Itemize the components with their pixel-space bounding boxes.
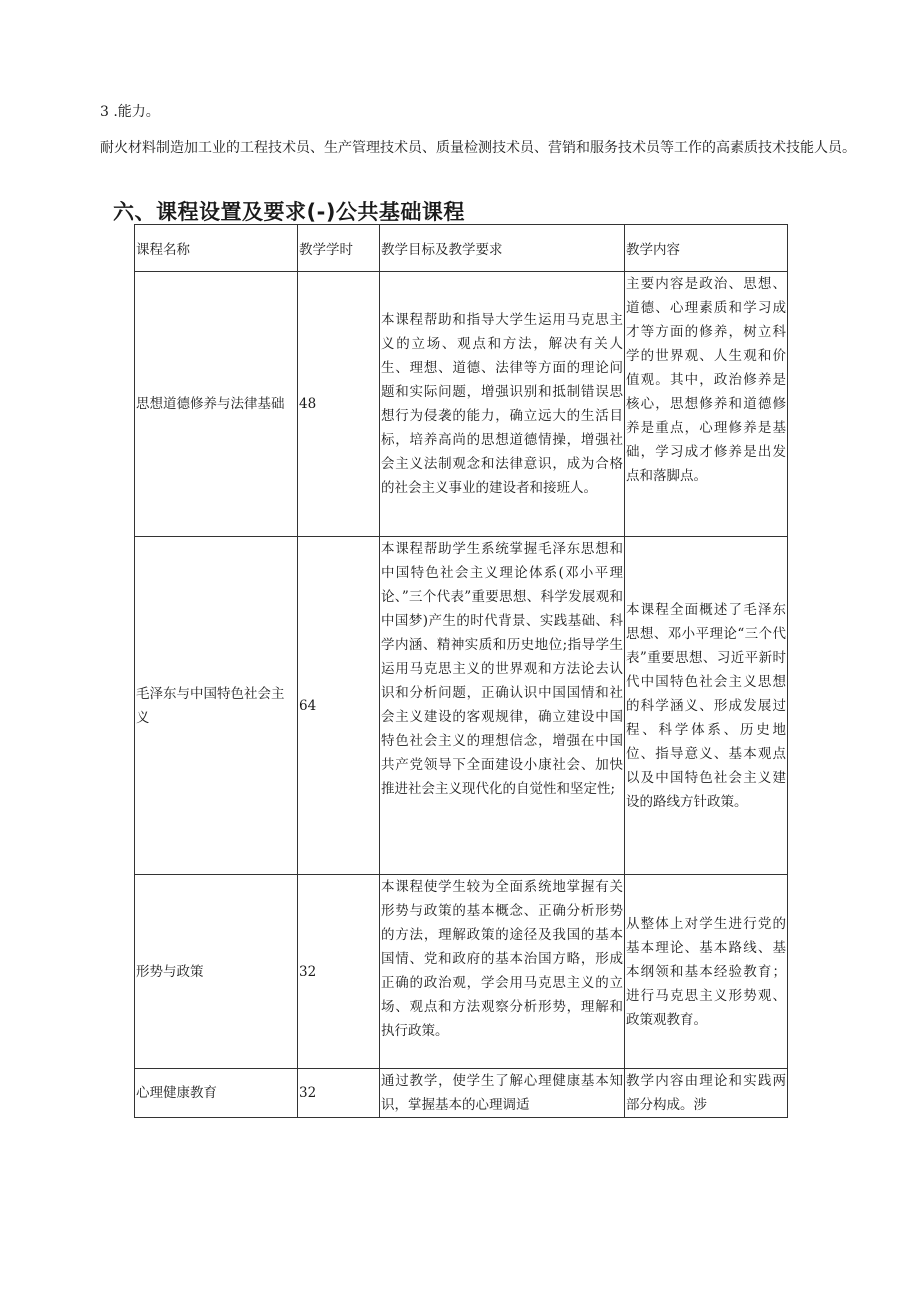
course-content: 从整体上对学生进行党的基本理论、基本路线、基本纲领和基本经验教育；进行马克思主义形势观、政策观教育。: [625, 875, 788, 1069]
table-row: [135, 1069, 788, 1118]
header-course-name: 课程名称: [135, 225, 298, 272]
course-hours: 48: [298, 272, 380, 537]
course-content: 教学内容由理论和实践两部分构成。涉: [626, 1073, 786, 1113]
table-row: [135, 537, 788, 875]
course-name: 形势与政策: [135, 875, 298, 1069]
header-hours: 教学学时: [298, 225, 380, 272]
course-goal: 本课程使学生较为全面系统地掌握有关形势与政策的基本概念、正确分析形势的方法，理解政策的途径及我国的基本国情、党和政府的基本治国方略，形成正确的政治观，学会用马克思主义的立场、观点和方法观察分析形势，理解和执行政策。: [380, 875, 625, 1069]
header-content: 教学内容: [625, 225, 788, 272]
course-hours: 32: [298, 875, 380, 1069]
intro-paragraph: 耐火材料制造加工业的工程技术员、生产管理技术员、质量检测技术员、营销和服务技术员等工作的高素质技术技能人员。: [100, 140, 856, 156]
table-row: [135, 875, 788, 1069]
section-3-label: 3 .能力。: [100, 104, 160, 120]
course-content: 本课程全面概述了毛泽东思想、邓小平理论“三个代表”重要思想、习近平新时代中国特色社会主义思想的科学涵义、形成发展过程、科学体系、历史地位、指导意义、基本观点以及中国特色社会主义建设的路线方针政策。: [625, 537, 788, 875]
table-header-row: [135, 225, 788, 272]
course-goal: 本课程帮助和指导大学生运用马克思主义的立场、观点和方法，解决有关人生、理想、道德、法律等方面的理论问题和实际问题，增强识别和抵制错误思想行为侵袭的能力，确立远大的生活目标，培养高尚的思想道德情操，增强社会主义法制观念和法律意识，成为合格的社会主义事业的建设者和接班人。: [380, 272, 625, 537]
course-table: [134, 224, 788, 1118]
course-name: 心理健康教育: [135, 1069, 298, 1118]
course-goal: 通过教学，使学生了解心理健康基本知识，掌握基本的心理调适: [381, 1073, 623, 1113]
course-goal: 本课程帮助学生系统掌握毛泽东思想和中国特色社会主义理论体系(邓小平理论、”三个代表”重要思想、科学发展观和中国梦)产生的时代背景、实践基础、科学内涵、精神实质和历史地位;指导学生运用马克思主义的世界观和方法论去认识和分析问题，正确认识中国国情和社会主义建设的客观规律，确立建设中国特色社会主义的理想信念，增强在中国共产党领导下全面建设小康社会、加快推进社会主义现代化的自觉性和坚定性;: [380, 537, 625, 875]
course-hours: 32: [298, 1069, 380, 1118]
course-content: 主要内容是政治、思想、道德、心理素质和学习成才等方面的修养，树立科学的世界观、人生观和价值观。其中，政治修养是核心，思想修养和道德修养是重点，心理修养是基础，学习成才修养是出发点和落脚点。: [625, 272, 788, 537]
section-heading: 六、课程设置及要求(-)公共基础课程: [113, 200, 465, 224]
course-hours: 64: [298, 537, 380, 875]
course-name: 毛泽东与中国特色社会主义: [135, 537, 298, 875]
course-name: 思想道德修养与法律基础: [135, 272, 298, 537]
table-row: [135, 272, 788, 537]
header-goal: 教学目标及教学要求: [380, 225, 625, 272]
